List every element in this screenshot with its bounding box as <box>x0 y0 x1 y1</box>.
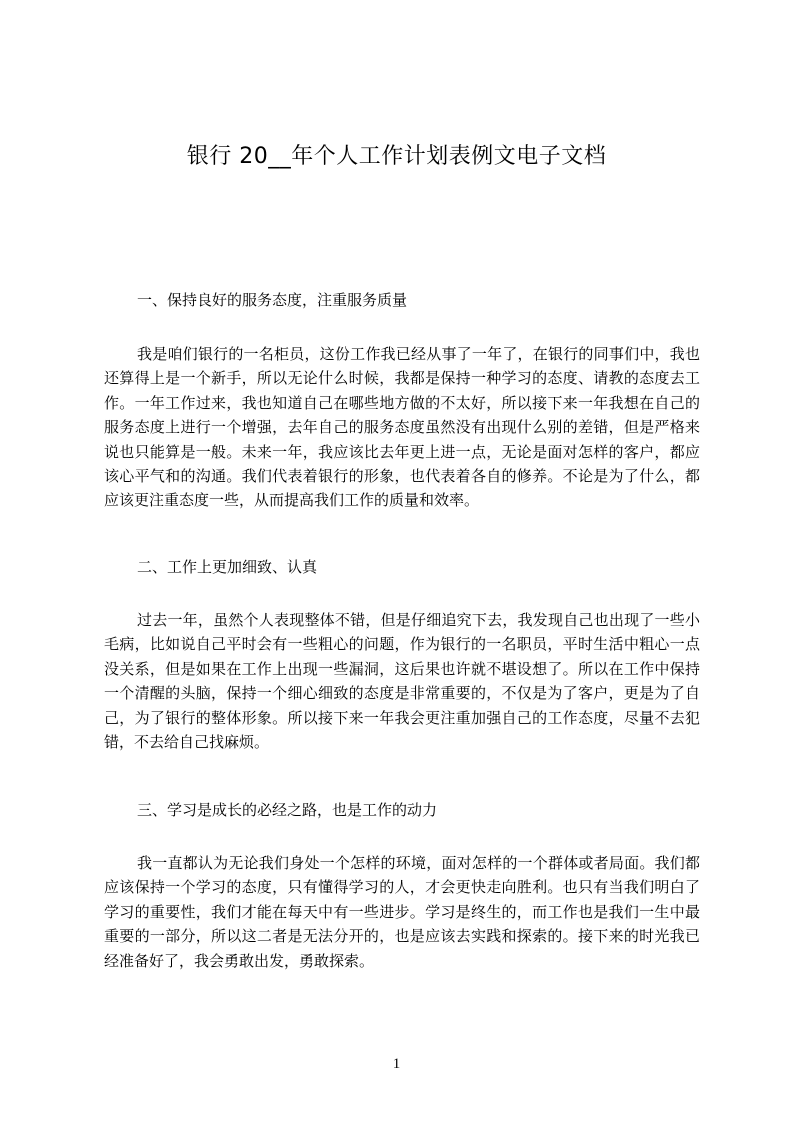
section-heading-2: 二、工作上更加细致、认真 <box>137 558 318 576</box>
section-paragraph-2: 过去一年，虽然个人表现整体不错，但是仔细追究下去，我发现自己也出现了一些小毛病，比如说自己平时会有一些粗心的问题，作为银行的一名职员，平时生活中粗心一点没关系，但是如果在工作上出现一些漏洞，这后果也许就不堪设想了。所以在工作中保持一个清醒的头脑，保持一个细心细致的态度是非常重要的，不仅是为了客户，更是为了自己，为了银行的整体形象。所以接下来一年我会更注重加强自己的工作态度，尽量不去犯错，不去给自己找麻烦。 <box>104 611 700 752</box>
document-title: 银行 20__年个人工作计划表例文电子文档 <box>186 144 607 169</box>
section-heading-1: 一、保持良好的服务态度，注重服务质量 <box>137 291 408 309</box>
section-heading-3: 三、学习是成长的必经之路，也是工作的动力 <box>137 801 438 819</box>
section-paragraph-1: 我是咱们银行的一名柜员，这份工作我已经从事了一年了，在银行的同事们中，我也还算得上是一个新手，所以无论什么时候，我都是保持一种学习的态度、请教的态度去工作。一年工作过来，我也知道自己在哪些地方做的不太好，所以接下来一年我想在自己的服务态度上进行一个增强，去年自己的服务态度虽然没有出现什么别的差错，但是严格来说也只能算是一般。未来一年，我应该比去年更上进一点，无论是面对怎样的客户，都应该心平气和的沟通。我们代表着银行的形象，也代表着各自的修养。不论是为了什么，都应该更注重态度一些，从而提高我们工作的质量和效率。 <box>104 345 700 510</box>
section-paragraph-3: 我一直都认为无论我们身处一个怎样的环境，面对怎样的一个群体或者局面。我们都应该保持一个学习的态度，只有懂得学习的人，才会更快走向胜利。也只有当我们明白了学习的重要性，我们才能在每天中有一些进步。学习是终生的，而工作也是我们一生中最重要的一部分，所以这二者是无法分开的，也是应该去实践和探索的。接下来的时光我已经准备好了，我会勇敢出发，勇敢探索。 <box>104 854 700 970</box>
page-number: 1 <box>392 1056 401 1072</box>
